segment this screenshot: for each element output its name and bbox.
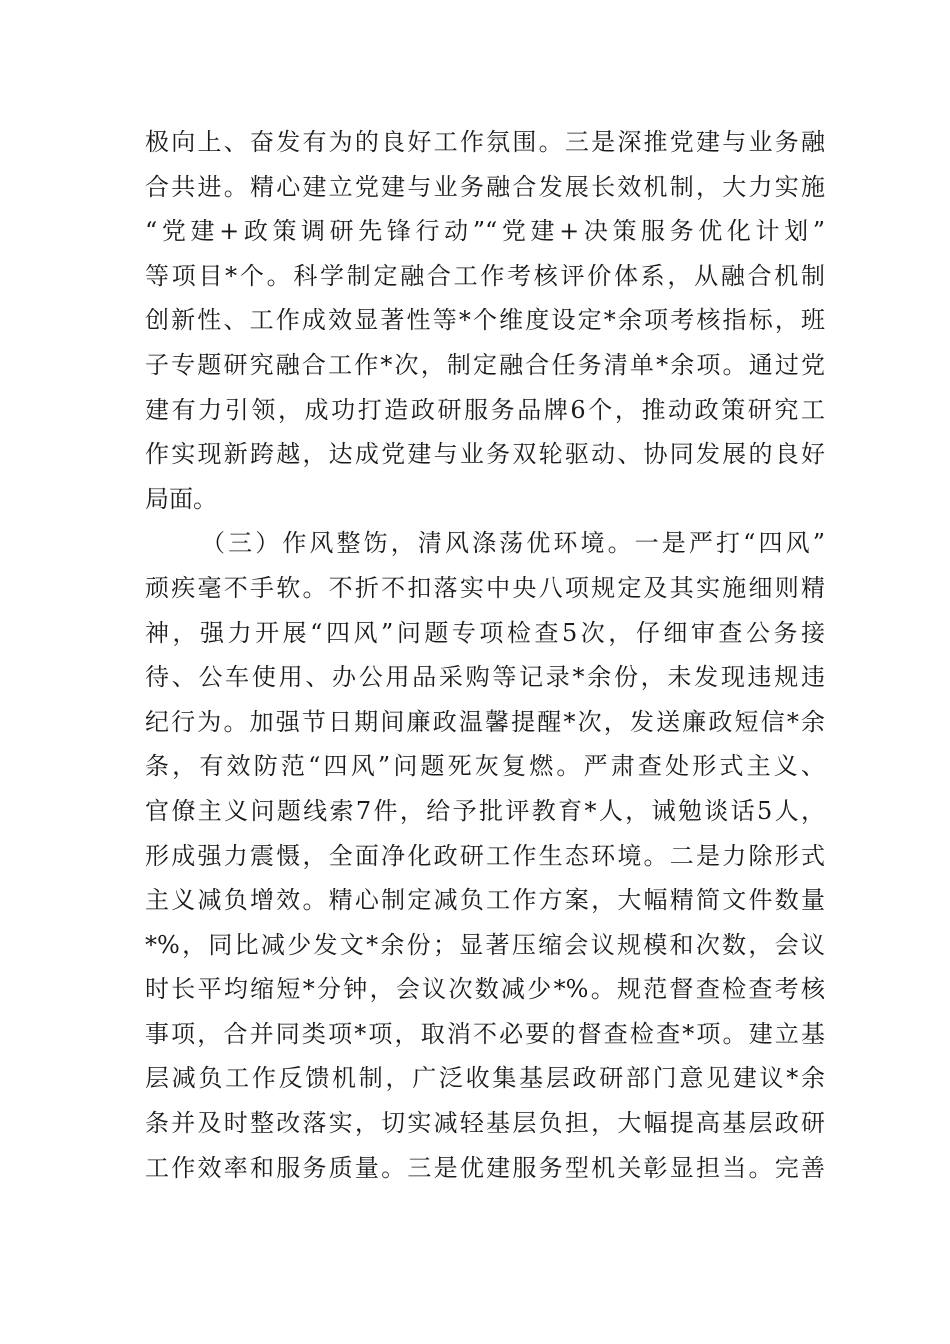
- text-line: 极向上、奋发有为的良好工作氛围。三是深推党建与业务融: [145, 128, 825, 156]
- text-line: 子专题研究融合工作*次，制定融合任务清单*余项。通过党: [145, 350, 825, 379]
- text-line: 神，强力开展“四风”问题专项检查5次，仔细审查公务接: [145, 618, 825, 647]
- text-line: 等项目*个。科学制定融合工作考核评价体系，从融合机制: [145, 261, 825, 290]
- text-line: 局面。: [145, 484, 217, 513]
- text-line: 工作效率和服务质量。三是优建服务型机关彰显担当。完善: [145, 1153, 825, 1182]
- text-line: 层减负工作反馈机制，广泛收集基层政研部门意见建议*余: [145, 1064, 825, 1093]
- body-text: [145, 120, 825, 1190]
- text-line: 顽疾毫不手软。不折不扣落实中央八项规定及其实施细则精: [145, 573, 825, 602]
- text-line: “党建+政策调研先锋行动”“党建+决策服务优化计划”: [145, 217, 825, 246]
- text-line: 官僚主义问题线索7件，给予批评教育*人，诫勉谈话5人，: [145, 796, 825, 825]
- text-line: 建有力引领，成功打造政研服务品牌6个，推动政策研究工: [145, 395, 825, 424]
- text-line: *%，同比减少发文*余份；显著压缩会议规模和次数，会议: [145, 930, 825, 959]
- paragraph: [145, 120, 825, 521]
- text-line: 待、公车使用、办公用品采购等记录*余份，未发现违规违: [145, 663, 825, 692]
- text-line: 纪行为。加强节日期间廉政温馨提醒*次，发送廉政短信*余: [145, 707, 825, 736]
- text-line: 事项，合并同类项*项，取消不必要的督查检查*项。建立基: [145, 1019, 825, 1048]
- text-line: 形成强力震慑，全面净化政研工作生态环境。二是力除形式: [145, 841, 825, 870]
- text-line: 时长平均缩短*分钟，会议次数减少*%。规范督查检查考核: [145, 975, 825, 1004]
- text-line: 合共进。精心建立党建与业务融合发展长效机制，大力实施: [145, 172, 825, 201]
- text-line: 作实现新跨越，达成党建与业务双轮驱动、协同发展的良好: [145, 440, 825, 469]
- text-line: 条，有效防范“四风”问题死灰复燃。严肃查处形式主义、: [145, 752, 825, 781]
- text-line: 主义减负增效。精心制定减负工作方案，大幅精简文件数量: [145, 886, 825, 915]
- paragraph: [145, 521, 825, 1190]
- text-line: 创新性、工作成效显著性等*个维度设定*余项考核指标，班: [145, 306, 825, 335]
- text-line: 条并及时整改落实，切实减轻基层负担，大幅提高基层政研: [145, 1109, 825, 1138]
- section-heading-line: （三）作风整饬，清风涤荡优环境。一是严打“四风”: [201, 529, 825, 558]
